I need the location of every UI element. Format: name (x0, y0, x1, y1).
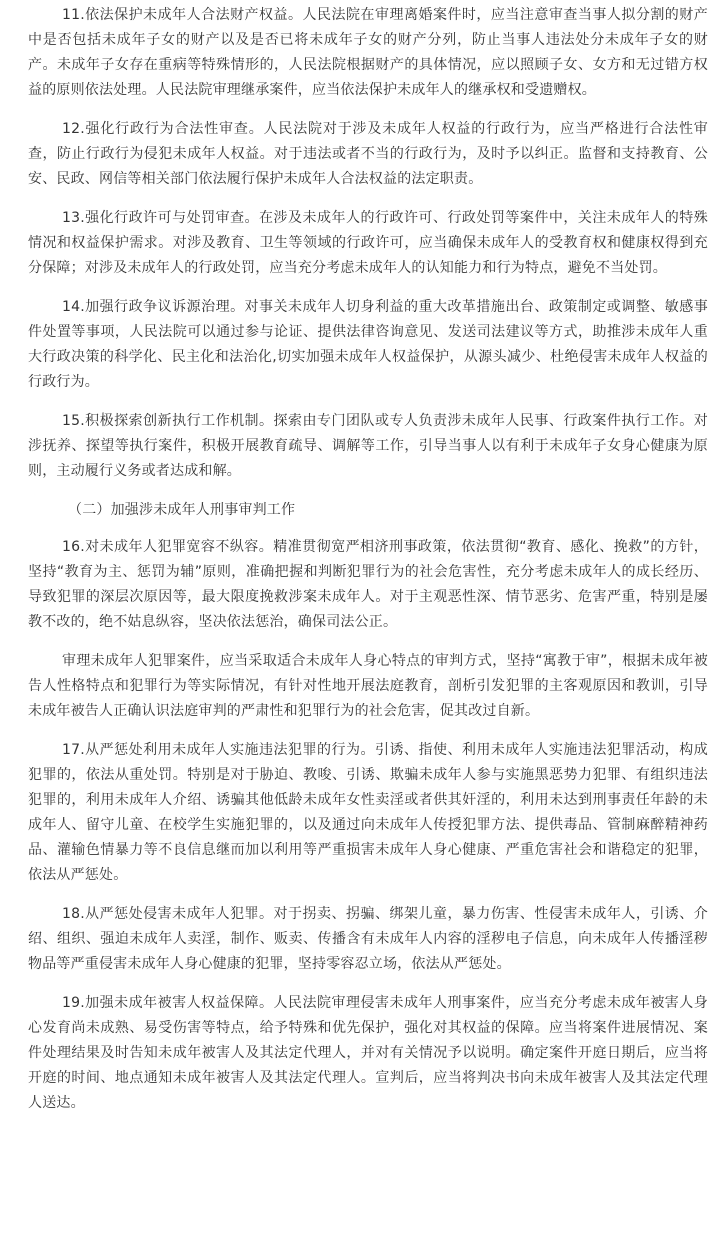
paragraph-14: 14.加强行政争议诉源治理。对事关未成年人切身利益的重大改革措施出台、政策制定或调整、敏感事件处置等事项，人民法院可以通过参与论证、提供法律咨询意见、发送司法建议等方式，助推涉未成年人重大行政决策的科学化、民主化和法治化,切实加强未成年人权益保护，从源头减少、杜绝侵害未成年人权益的行政行为。 (28, 299, 708, 390)
paragraph-11: 11.依法保护未成年人合法财产权益。人民法院在审理离婚案件时，应当注意审查当事人拟分割的财产中是否包括未成年子女的财产以及是否已将未成年子女的财产分列，防止当事人违法处分未成年子女的财产。未成年子女存在重病等特殊情形的，人民法院根据财产的具体情况，应以照顾子女、女方和无过错方权益的原则依法处理。人民法院审理继承案件，应当依法保护未成年人的继承权和受遗赠权。 (28, 7, 708, 98)
section-heading: （二）加强涉未成年人刑事审判工作 (68, 502, 296, 518)
paragraph-17: 17.从严惩处利用未成年人实施违法犯罪的行为。引诱、指使、利用未成年人实施违法犯罪活动，构成犯罪的，依法从重处罚。特别是对于胁迫、教唆、引诱、欺骗未成年人参与实施黑恶势力犯罪、有组织违法犯罪的，利用未成年人介绍、诱骗其他低龄未成年女性卖淫或者供其奸淫的，利用未达到刑事责任年龄的未成年人、留守儿童、在校学生实施犯罪的，以及通过向未成年人传授犯罪方法、提供毒品、管制麻醉精神药品、灌输色情暴力等不良信息继而加以利用等严重损害未成年人身心健康、严重危害社会和谐稳定的犯罪，依法从严惩处。 (28, 742, 708, 883)
paragraph-12: 12.强化行政行为合法性审查。人民法院对于涉及未成年人权益的行政行为，应当严格进行合法性审查，防止行政行为侵犯未成年人权益。对于违法或者不当的行政行为，及时予以纠正。监督和支持教育、公安、民政、网信等相关部门依法履行保护未成年人合法权益的法定职责。 (28, 121, 708, 187)
paragraph-15: 15.积极探索创新执行工作机制。探索由专门团队或专人负责涉未成年人民事、行政案件执行工作。对涉抚养、探望等执行案件，积极开展教育疏导、调解等工作，引导当事人以有利于未成年子女身心健康为原则，主动履行义务或者达成和解。 (28, 413, 708, 479)
paragraph-16-trial: 审理未成年人犯罪案件，应当采取适合未成年人身心特点的审判方式，坚持“寓教于审”，根据未成年被告人性格特点和犯罪行为等实际情况，有针对性地开展法庭教育，剖析引发犯罪的主客观原因和教训，引导未成年被告人正确认识法庭审判的严肃性和犯罪行为的社会危害，促其改过自新。 (28, 653, 708, 719)
paragraph-13: 13.强化行政许可与处罚审查。在涉及未成年人的行政许可、行政处罚等案件中，关注未成年人的特殊情况和权益保护需求。对涉及教育、卫生等领域的行政许可，应当确保未成年人的受教育权和健康权得到充分保障；对涉及未成年人的行政处罚，应当充分考虑未成年人的认知能力和行为特点，避免不当处罚。 (28, 210, 708, 276)
paragraph-16: 16.对未成年人犯罪宽容不纵容。精准贯彻宽严相济刑事政策，依法贯彻“教育、感化、挽救”的方针，坚持“教育为主、惩罚为辅”原则，准确把握和判断犯罪行为的社会危害性，充分考虑未成年人的成长经历、导致犯罪的深层次原因等，最大限度挽救涉案未成年人。对于主观恶性深、情节恶劣、危害严重，特别是屡教不改的，绝不姑息纵容，坚决依法惩治，确保司法公正。 (28, 539, 708, 630)
paragraph-18: 18.从严惩处侵害未成年人犯罪。对于拐卖、拐骗、绑架儿童，暴力伤害、性侵害未成年人，引诱、介绍、组织、强迫未成年人卖淫，制作、贩卖、传播含有未成年人内容的淫秽电子信息，向未成年人传播淫秽物品等严重侵害未成年人身心健康的犯罪，坚持零容忍立场，依法从严惩处。 (28, 906, 708, 972)
paragraph-19: 19.加强未成年被害人权益保障。人民法院审理侵害未成年人刑事案件，应当充分考虑未成年被害人身心发育尚未成熟、易受伤害等特点，给予特殊和优先保护，强化对其权益的保障。应当将案件进展情况、案件处理结果及时告知未成年被害人及其法定代理人，并对有关情况予以说明。确定案件开庭日期后，应当将开庭的时间、地点通知未成年被害人及其法定代理人。宣判后，应当将判决书向未成年被害人及其法定代理人送达。 (28, 995, 708, 1111)
